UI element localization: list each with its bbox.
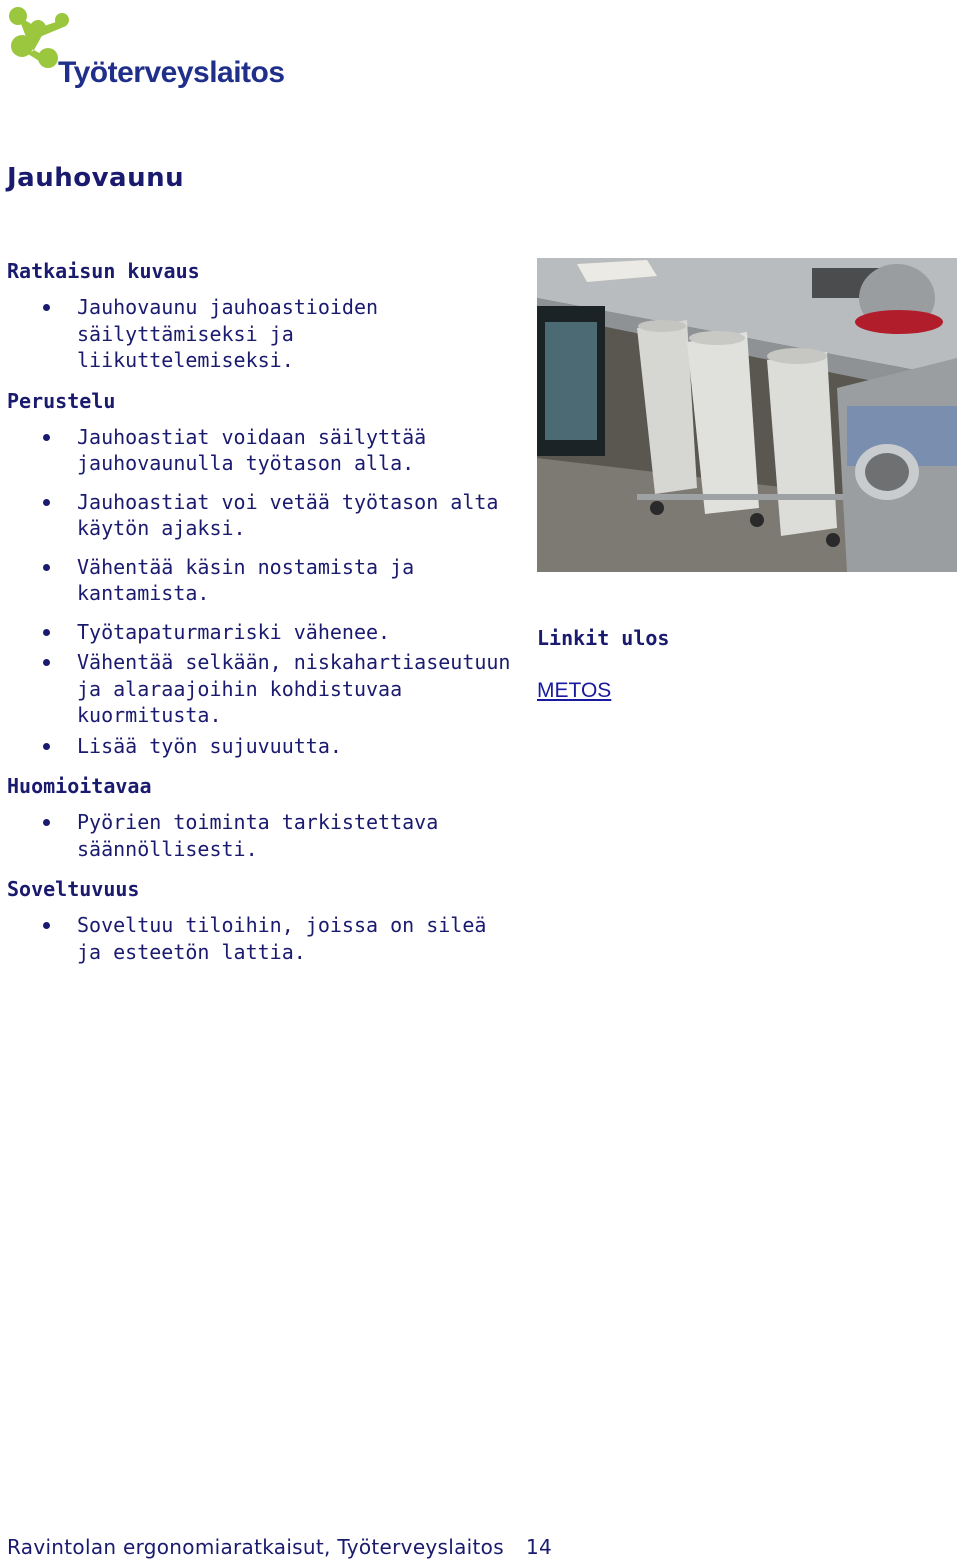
section-heading: Perustelu — [7, 388, 116, 413]
section-ratkaisun-kuvaus — [7, 258, 517, 374]
section-soveltuvuus — [7, 876, 517, 965]
page-number: 14 — [525, 1535, 553, 1559]
section-perustelu — [7, 388, 517, 760]
logo-text: Työterveyslaitos — [58, 56, 285, 89]
list-item: Vähentää selkään, niskahartiaseutuun ja alaraajoihin kohdistuvaa kuormitusta. — [7, 649, 517, 729]
list-item: Jauhoastiat voidaan säilyttää jauhovaunulla työtason alla. — [7, 424, 517, 477]
section-heading: Soveltuvuus — [7, 877, 140, 901]
flour-cart-image — [537, 258, 957, 572]
list-item: Jauhovaunu jauhoastioiden säilyttämiseksi ja liikuttelemiseksi. — [7, 294, 517, 374]
bullet-list — [7, 809, 517, 862]
list-item: Pyörien toiminta tarkistettava säännöllisesti. — [7, 809, 517, 862]
content-column — [7, 258, 517, 979]
list-item: Jauhoastiat voi vetää työtason alta käytön ajaksi. — [7, 489, 517, 542]
section-heading: Ratkaisun kuvaus — [7, 259, 200, 283]
footer-text: Ravintolan ergonomiaratkaisut, Työterveyslaitos — [7, 1535, 504, 1559]
footer — [7, 1535, 552, 1559]
page-title: Jauhovaunu — [7, 163, 185, 193]
section-heading: Huomioitavaa — [7, 774, 152, 798]
bullet-list — [7, 912, 517, 965]
links-heading: Linkit ulos — [537, 626, 670, 650]
list-item: Lisää työn sujuvuutta. — [7, 733, 517, 760]
bullet-list — [7, 294, 517, 374]
logo — [4, 2, 285, 98]
metos-link[interactable]: METOS — [537, 679, 612, 702]
list-item: Työtapaturmariski vähenee. — [7, 619, 517, 646]
list-item: Vähentää käsin nostamista ja kantamista. — [7, 554, 517, 607]
flour-cart-photo — [537, 258, 957, 572]
list-item: Soveltuu tiloihin, joissa on sileä ja esteetön lattia. — [7, 912, 517, 965]
bullet-list — [7, 424, 517, 760]
section-huomioitavaa — [7, 773, 517, 862]
